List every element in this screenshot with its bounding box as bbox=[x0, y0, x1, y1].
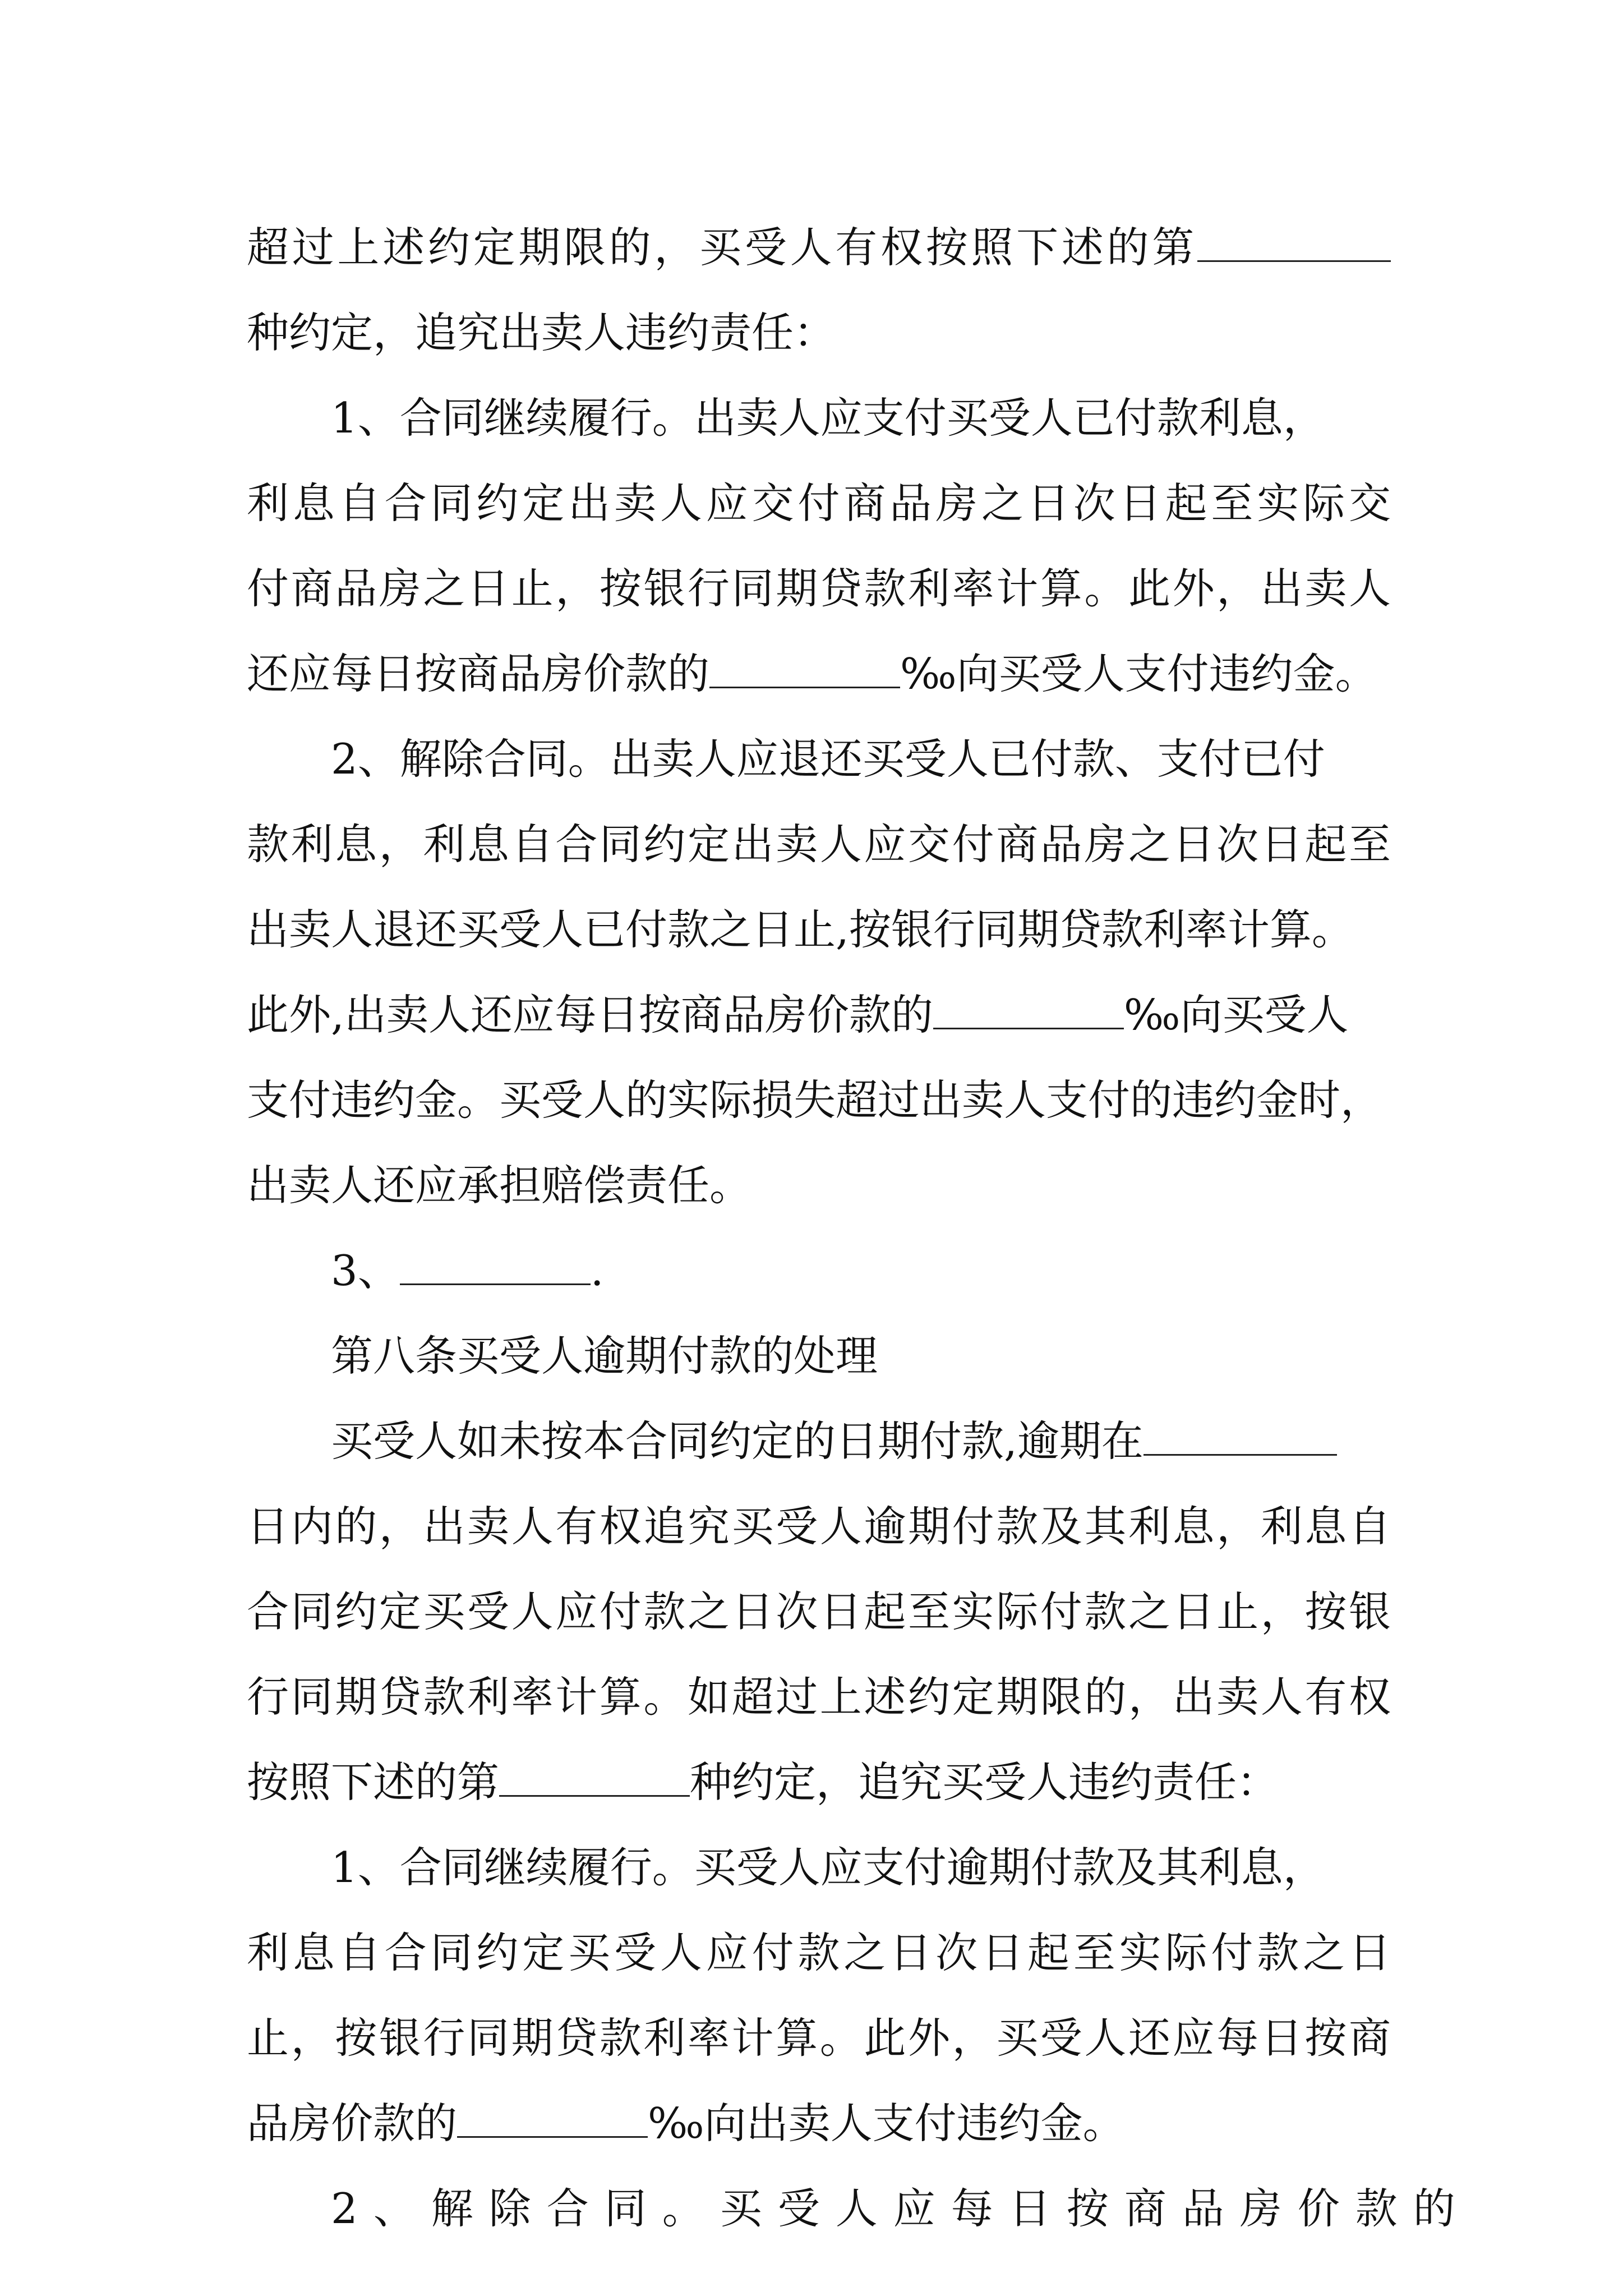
text-line-5: 付商品房之日止，按银行同期贷款利率计算。此外，出卖人 bbox=[247, 564, 1391, 613]
text-line-3: 1、合同继续履行。出卖人应支付买受人已付款利息， bbox=[331, 393, 1325, 443]
text-line-19: 按照下述的第 种约定，追究买受人违约责任： bbox=[247, 1740, 1391, 1825]
text-line-11: 支付违约金。买受人的实际损失超过出卖人支付的违约金时， bbox=[247, 1075, 1383, 1125]
text-line-12: 出卖人还应承担赔偿责任。 bbox=[247, 1161, 752, 1210]
text-line-22: 止，按银行同期贷款利率计算。此外，买受人还应每日按商 bbox=[247, 2013, 1391, 2063]
text-line-6: 还应每日按商品房价款的 ‰向买受人支付违约金。 bbox=[247, 631, 1391, 716]
fill-blank[interactable] bbox=[400, 1244, 591, 1285]
text-line-8: 款利息，利息自合同约定出卖人应交付商品房之日次日起至 bbox=[247, 820, 1391, 869]
text-line-23: 品房价款的 ‰向出卖人支付违约金。 bbox=[247, 2081, 1391, 2166]
text-line-21: 利息自合同约定买受人应付款之日次日起至实际付款之日 bbox=[247, 1928, 1391, 1977]
text-line-15: 买受人如未按本合同约定的日期付款,逾期在 bbox=[247, 1398, 1391, 1484]
text-line-7: 2、解除合同。出卖人应退还买受人已付款、支付已付 bbox=[331, 734, 1325, 784]
fill-blank[interactable] bbox=[709, 647, 900, 688]
fill-blank[interactable] bbox=[499, 1756, 690, 1797]
text-line-10: 此外,出卖人还应每日按商品房价款的 ‰向买受人 bbox=[247, 972, 1391, 1057]
text-line-17: 合同约定买受人应付款之日次日起至实际付款之日止，按银 bbox=[247, 1587, 1391, 1636]
fill-blank[interactable] bbox=[457, 2097, 648, 2138]
fill-blank[interactable] bbox=[1144, 1415, 1337, 1456]
text-line-9: 出卖人退还买受人已付款之日止,按银行同期贷款利率计算。 bbox=[247, 905, 1354, 954]
text-line-4: 利息自合同约定出卖人应交付商品房之日次日起至实际交 bbox=[247, 478, 1391, 528]
fill-blank[interactable] bbox=[1197, 221, 1391, 262]
article-heading: 第八条买受人逾期付款的处理 bbox=[331, 1331, 878, 1381]
text-line-13: 3、 . bbox=[247, 1228, 1391, 1313]
text-line-2: 种约定，追究出卖人违约责任： bbox=[247, 308, 836, 357]
text-line-24: 2、解除合同。买受人应每日按商品房价款的 bbox=[331, 2184, 1471, 2233]
contract-text bbox=[247, 205, 1471, 2251]
text-line-1: 超过上述约定期限的，买受人有权按照下述的第 bbox=[247, 205, 1391, 290]
fill-blank[interactable] bbox=[933, 988, 1124, 1029]
text-line-16: 日内的，出卖人有权追究买受人逾期付款及其利息，利息自 bbox=[247, 1502, 1391, 1551]
text-line-20: 1、合同继续履行。买受人应支付逾期付款及其利息， bbox=[331, 1843, 1325, 1892]
text-line-18: 行同期贷款利率计算。如超过上述约定期限的，出卖人有权 bbox=[247, 1672, 1391, 1722]
